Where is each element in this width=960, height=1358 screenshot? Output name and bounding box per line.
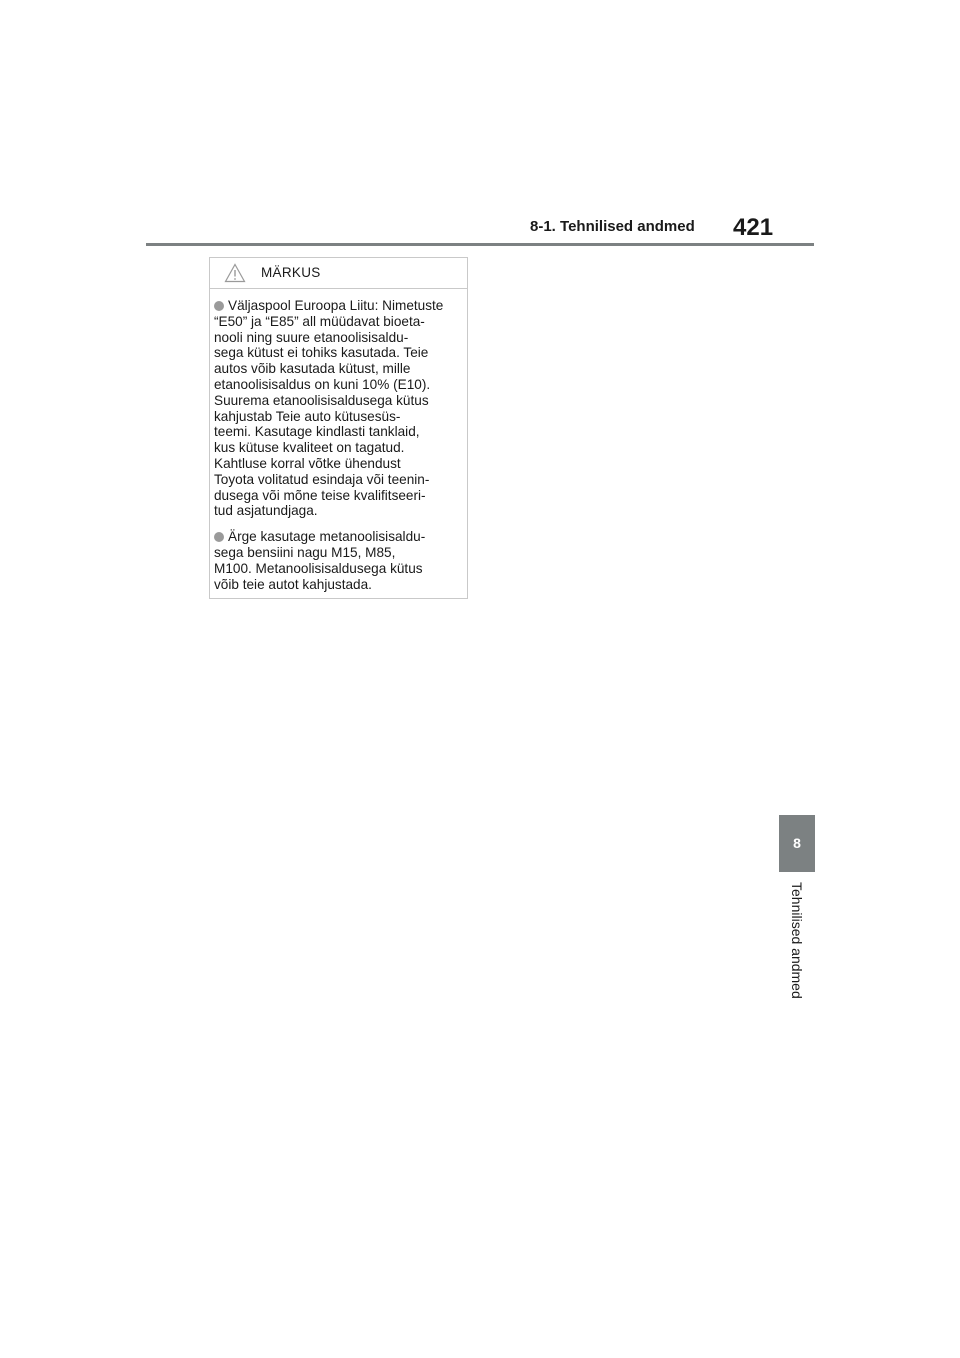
bullet-line: sega bensiini nagu M15, M85,: [214, 544, 396, 560]
bullet-line: autos võib kasutada kütust, mille: [214, 361, 411, 377]
bullet-line: dusega või mõne teise kvalifitseeri-: [214, 487, 426, 503]
notice-box: [209, 257, 468, 599]
bullet-line: M100. Metanoolisisaldusega kütus: [214, 560, 423, 576]
bullet-line: “E50” ja “E85” all müüdavat bioeta-: [214, 313, 425, 329]
bullet-item: [214, 529, 459, 592]
bullet-line: võib teie autot kahjustada.: [214, 576, 372, 592]
warning-triangle-icon: [224, 263, 246, 283]
notice-title: MÄRKUS: [261, 265, 321, 280]
bullet-line: etanoolisisaldus on kuni 10% (E10).: [214, 376, 431, 392]
bullet-item: [214, 298, 459, 519]
header-rule: [146, 243, 814, 246]
chapter-number: 8: [793, 835, 801, 851]
notice-body: [210, 289, 467, 592]
bullet-line: Väljaspool Euroopa Liitu: Nimetuste: [228, 298, 444, 313]
bullet-line: teemi. Kasutage kindlasti tanklaid,: [214, 424, 420, 440]
bullet-line: Suurema etanoolisisaldusega kütus: [214, 392, 429, 408]
bullet-line: Ärge kasutage metanoolisisaldu-: [228, 529, 426, 545]
bullet-line: Toyota volitatud esindaja või teenin-: [214, 471, 430, 487]
chapter-side-label: Tehnilised andmed: [789, 882, 805, 999]
section-title: 8-1. Tehnilised andmed: [530, 218, 695, 235]
bullet-line: sega kütust ei tohiks kasutada. Teie: [214, 345, 429, 361]
bullet-line: tud asjatundjaga.: [214, 503, 318, 519]
bullet-line: nooli ning suure etanoolisisaldu-: [214, 329, 409, 345]
chapter-tab: [779, 815, 815, 872]
notice-header: [210, 258, 467, 289]
bullet-dot-icon: [214, 301, 224, 311]
bullet-line: Kahtluse korral võtke ühendust: [214, 455, 401, 471]
bullet-line: kus kütuse kvaliteet on tagatud.: [214, 440, 405, 456]
bullet-line: kahjustab Teie auto kütusesüs-: [214, 408, 401, 424]
page-number: 421: [733, 214, 774, 241]
